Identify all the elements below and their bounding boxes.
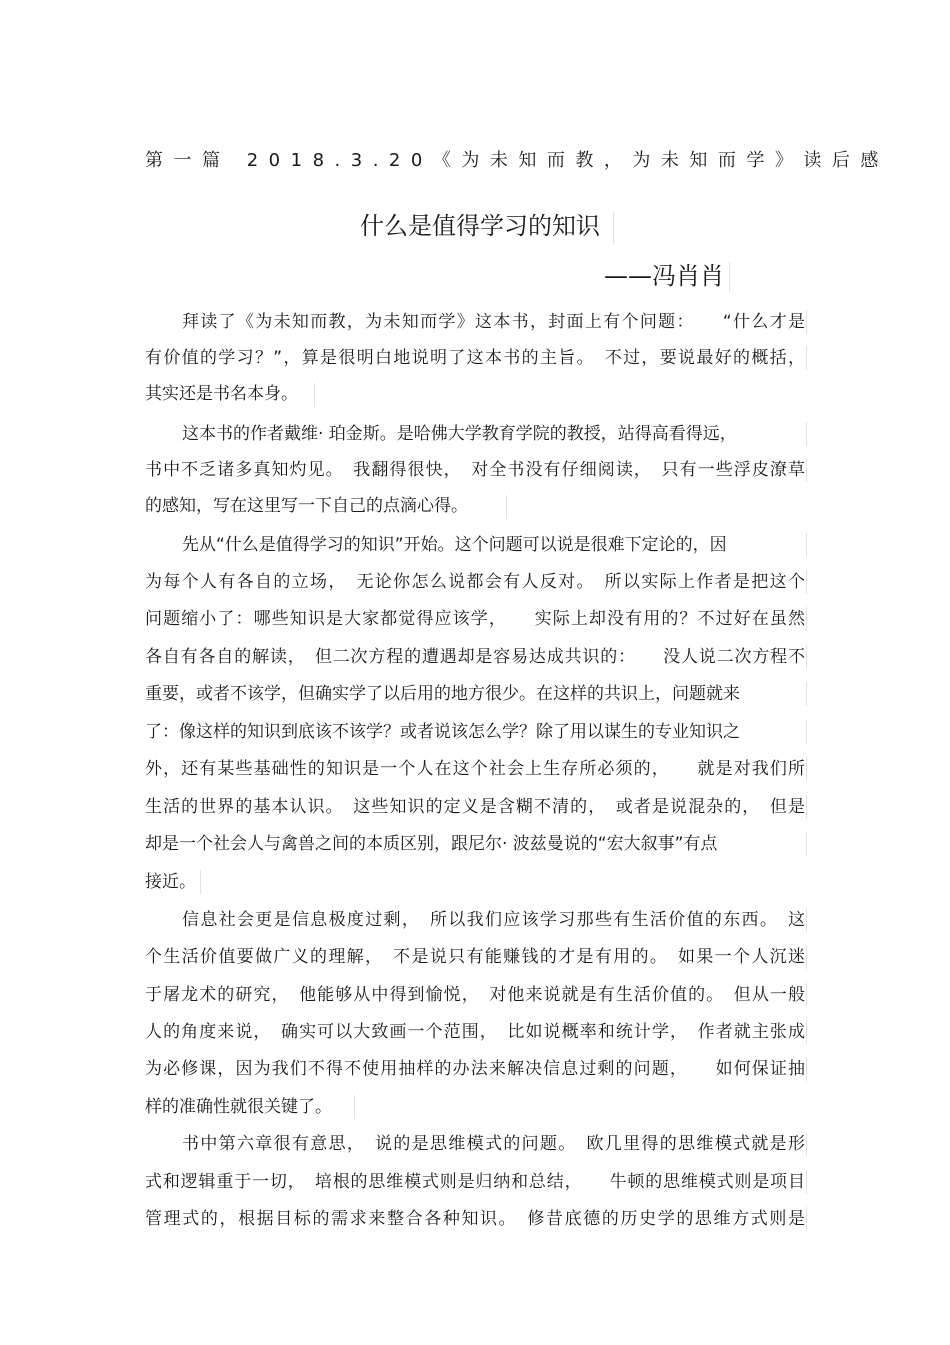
- margin-marker: [806, 908, 807, 932]
- margin-marker: [806, 645, 807, 669]
- margin-marker: [806, 422, 807, 446]
- margin-marker: [806, 1170, 807, 1194]
- margin-marker: [806, 607, 807, 631]
- text-line: 了：像这样的知识到底该不该学？或者说该怎么学？除了用以谋生的专业知识之: [145, 722, 740, 742]
- text-line: 个生活价值要做广义的理解， 不是说只有能赚钱的才是有用的。 如果一个人沉迷: [145, 947, 805, 967]
- margin-marker: [806, 757, 807, 781]
- margin-marker: [806, 945, 807, 969]
- text-line: 却是一个社会人与禽兽之间的本质区别，跟尼尔· 波兹曼说的“宏大叙事”有点: [145, 834, 718, 854]
- article-author: ——冯肖肖: [604, 262, 724, 290]
- text-line: 生活的世界的基本认识。 这些知识的定义是含糊不清的， 或者是说混杂的， 但是: [145, 797, 805, 817]
- margin-marker: [806, 682, 807, 706]
- margin-marker: [200, 870, 201, 894]
- margin-marker: [806, 570, 807, 594]
- text-line: 拜读了《为未知而教，为未知而学》这本书，封面上有个问题： “什么才是: [182, 312, 805, 332]
- document-header: 第一篇 2018.3.20《为未知而教，为未知而学》读后感: [145, 150, 889, 171]
- margin-marker: [806, 1132, 807, 1156]
- margin-marker: [806, 1207, 807, 1231]
- divider: [613, 212, 614, 244]
- text-line: 管理式的，根据目标的需求来整合各种知识。 修昔底德的历史学的思维方式则是: [145, 1209, 805, 1229]
- text-line: 问题缩小了：哪些知识是大家都觉得应该学， 实际上却没有用的？不过好在虽然: [145, 609, 805, 629]
- margin-marker: [354, 1095, 355, 1119]
- text-line: 外，还有某些基础性的知识是一个人在这个社会上生存所必须的， 就是对我们所: [145, 759, 805, 779]
- margin-marker: [806, 795, 807, 819]
- text-line: 重要，或者不该学，但确实学了以后用的地方很少。在这样的共识上，问题就来: [145, 684, 740, 704]
- text-line: 式和逻辑重于一切， 培根的思维模式则是归纳和总结， 牛顿的思维模式则是项目: [145, 1172, 805, 1192]
- article-title: 什么是值得学习的知识: [360, 212, 600, 240]
- divider: [729, 262, 730, 292]
- margin-marker: [806, 983, 807, 1007]
- margin-marker: [806, 1057, 807, 1081]
- text-line: 信息社会更是信息极度过剩， 所以我们应该学习那些有生活价值的东西。 这: [182, 910, 805, 930]
- text-line: 人的角度来说， 确实可以大致画一个范围， 比如说概率和统计学， 作者就主张成: [145, 1022, 805, 1042]
- text-line: 接近。: [145, 872, 196, 892]
- margin-marker: [806, 310, 807, 334]
- text-line: 样的准确性就很关键了。: [145, 1097, 332, 1117]
- text-line: 先从“什么是值得学习的知识”开始。这个问题可以说是很难下定论的，因: [182, 535, 727, 555]
- margin-marker: [806, 458, 807, 482]
- text-line: 于屠龙术的研究， 他能够从中得到愉悦， 对他来说就是有生活价值的。 但从一般: [145, 985, 805, 1005]
- text-line: 这本书的作者戴维· 珀金斯。是哈佛大学教育学院的教授，站得高看得远，: [182, 424, 737, 444]
- text-line: 为每个人有各自的立场， 无论你怎么说都会有人反对。 所以实际上作者是把这个: [145, 572, 805, 592]
- margin-marker: [806, 720, 807, 744]
- margin-marker: [806, 346, 807, 370]
- text-line: 书中不乏诸多真知灼见。 我翻得很快， 对全书没有仔细阅读， 只有一些浮皮潦草: [145, 460, 805, 480]
- margin-marker: [806, 1020, 807, 1044]
- text-line: 其实还是书名本身。: [145, 384, 298, 404]
- text-line: 的感知，写在这里写一下自己的点滴心得。: [145, 496, 468, 516]
- text-line: 为必修课，因为我们不得不使用抽样的办法来解决信息过剩的问题， 如何保证抽: [145, 1059, 805, 1079]
- margin-marker: [506, 495, 507, 519]
- text-line: 有价值的学习？”，算是很明白地说明了这本书的主旨。 不过，要说最好的概括，: [145, 348, 805, 368]
- margin-marker: [314, 383, 315, 407]
- margin-marker: [806, 832, 807, 856]
- text-line: 各自有各自的解读， 但二次方程的遭遇却是容易达成共识的： 没人说二次方程不: [145, 647, 805, 667]
- margin-marker: [806, 533, 807, 557]
- text-line: 书中第六章很有意思， 说的是思维模式的问题。 欧几里得的思维模式就是形: [182, 1134, 805, 1154]
